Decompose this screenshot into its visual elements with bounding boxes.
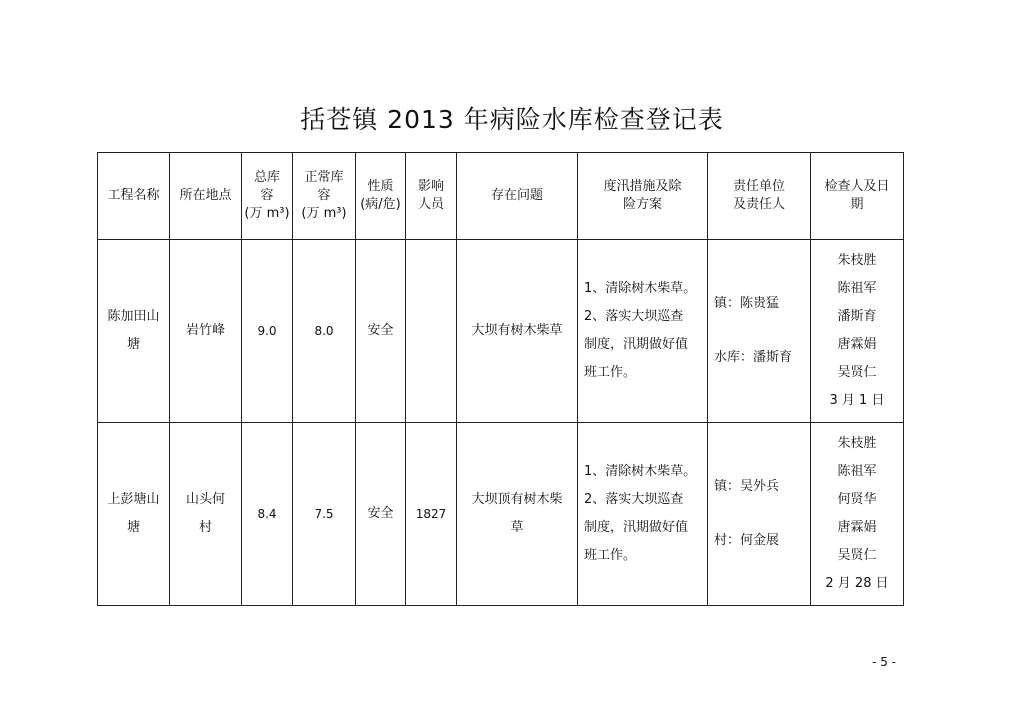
cell-inspectors-date: 朱枝胜 陈祖军 何贤华 唐霖娟 吴贤仁 2 月 28 日 [811,423,904,606]
header-nature: 性质 (病/危) [356,153,406,240]
header-flood-measures: 度汛措施及除 险方案 [578,153,708,240]
header-total-capacity: 总库 容 (万 m³) [242,153,293,240]
cell-total-capacity: 8.4 [242,423,293,606]
header-problems: 存在问题 [457,153,578,240]
cell-problems: 大坝顶有树木柴 草 [457,423,578,606]
cell-total-capacity: 9.0 [242,240,293,423]
cell-problems: 大坝有树木柴草 [457,240,578,423]
cell-location: 山头何 村 [170,423,242,606]
header-inspectors-date: 检查人及日 期 [811,153,904,240]
cell-responsible: 镇：吴外兵 村：何金展 [708,423,811,606]
table-row [98,423,904,606]
cell-affected-people: 1827 [406,423,457,606]
reservoir-register-table [97,152,904,606]
header-location: 所在地点 [170,153,242,240]
page-title: 括苍镇 2013 年病险水库检查登记表 [300,105,724,134]
cell-inspectors-date: 朱枝胜 陈祖军 潘斯育 唐霖娟 吴贤仁 3 月 1 日 [811,240,904,423]
header-normal-capacity: 正常库 容 (万 m³) [293,153,356,240]
cell-flood-measures: 1、清除树木柴草。 2、落实大坝巡查 制度，汛期做好值 班工作。 [578,423,708,606]
cell-affected-people [406,240,457,423]
cell-responsible: 镇：陈贵猛 水库：潘斯育 [708,240,811,423]
header-affected-people: 影响 人员 [406,153,457,240]
header-responsible: 责任单位 及责任人 [708,153,811,240]
cell-project-name: 陈加田山 塘 [98,240,170,423]
page-number: - 5 - [872,655,896,669]
cell-nature: 安全 [356,423,406,606]
cell-normal-capacity: 7.5 [293,423,356,606]
cell-location: 岩竹峰 [170,240,242,423]
cell-flood-measures: 1、清除树木柴草。 2、落实大坝巡查 制度，汛期做好值 班工作。 [578,240,708,423]
cell-nature: 安全 [356,240,406,423]
table-header-row [98,153,904,240]
table-row [98,240,904,423]
cell-project-name: 上彭塘山 塘 [98,423,170,606]
header-project-name: 工程名称 [98,153,170,240]
cell-normal-capacity: 8.0 [293,240,356,423]
